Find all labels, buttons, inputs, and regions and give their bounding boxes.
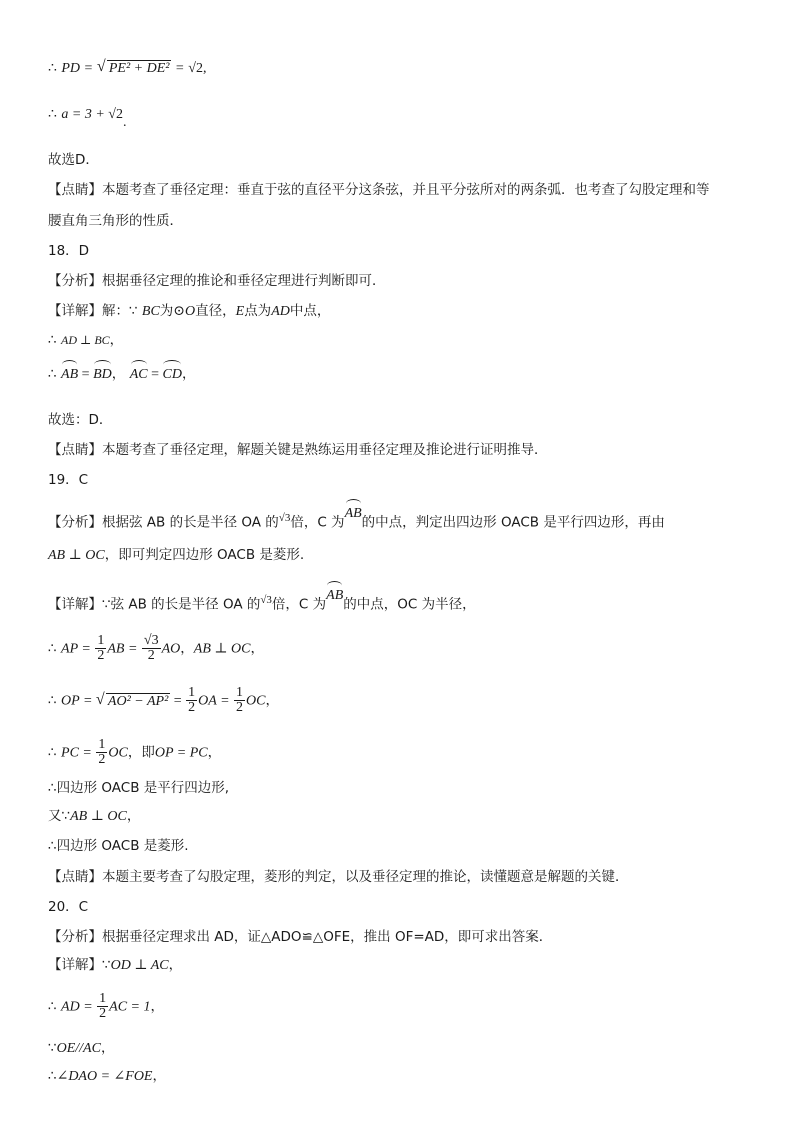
- line-analysis-18: 【分析】根据垂径定理的推论和垂径定理进行判断即可．: [48, 273, 386, 289]
- therefore-symbol: ∴: [48, 744, 57, 761]
- text-segment: ，即: [127, 744, 155, 761]
- fraction: [96, 738, 107, 767]
- math-text: OP =: [61, 693, 96, 709]
- math-text: OP = PC: [154, 745, 208, 761]
- math-text: ,: [202, 61, 207, 76]
- math-text: ∠DAO = ∠FOE: [56, 1069, 153, 1084]
- math-text: AO² − AP²: [107, 693, 169, 709]
- text-segment: 【详解】∵: [48, 957, 111, 973]
- fraction-denominator: 2: [97, 648, 105, 663]
- math-text: =: [170, 693, 186, 709]
- math-text: AB =: [107, 641, 141, 657]
- line-parallelogram: ∴四边形 OACB 是平行四边形,: [48, 780, 230, 796]
- text-segment: 的中点，OC 为半径，: [343, 596, 476, 613]
- math-text: OC: [108, 745, 128, 761]
- fraction-denominator: 2: [147, 648, 155, 663]
- line-arc-equalities: [48, 360, 195, 385]
- math-text: a = 3 +: [61, 107, 109, 122]
- fraction: [142, 634, 161, 663]
- text-segment: ，: [150, 998, 164, 1015]
- math-text: √3: [260, 594, 272, 606]
- fraction-denominator: 2: [236, 700, 244, 715]
- question-18-header: 18．D: [48, 243, 90, 259]
- line-ad-perp-bc: [48, 330, 123, 350]
- line-comment-18: 【点睛】本题考查了垂径定理，解题关键是熟练运用垂径定理及推论进行证明推导．: [48, 442, 548, 458]
- arc-label: CD: [162, 360, 181, 385]
- math-text: .: [122, 115, 127, 130]
- text-segment: ，: [180, 640, 194, 657]
- because-symbol: ∵: [48, 1040, 57, 1056]
- text-segment: 直径，: [195, 303, 236, 319]
- text-segment: ，: [181, 366, 196, 382]
- therefore-symbol: ∴: [48, 640, 57, 657]
- line-od-perp-ac: [48, 955, 182, 976]
- arc-label: AB: [345, 499, 362, 524]
- fraction-numerator: 1: [99, 991, 107, 1006]
- line-oe-parallel-ac: [48, 1038, 114, 1059]
- math-text: √3: [278, 512, 291, 524]
- text-segment: ，即可判定四边形 OACB 是菱形.: [104, 547, 305, 563]
- text-segment: 【详解】∵弦 AB 的长是半径 OA 的: [48, 596, 261, 613]
- line-op-equation: [48, 686, 279, 715]
- line-answer-d: 故选D．: [48, 152, 99, 168]
- math-text: =: [78, 367, 94, 382]
- fraction-denominator: 2: [98, 752, 106, 767]
- math-text: OA =: [198, 693, 234, 709]
- text-segment: 点为: [244, 303, 272, 319]
- math-text: AC = 1: [109, 999, 151, 1015]
- text-segment: 倍，C 为: [290, 514, 345, 531]
- text-segment: ，: [109, 332, 124, 348]
- text-segment: ，: [100, 1040, 115, 1056]
- text-segment: ，: [111, 366, 126, 382]
- math-text: =: [175, 61, 184, 76]
- line-comment-17a: 【点睛】本题考查了垂径定理：垂直于弦的直径平分这条弦，并且平分弦所对的两条弧．也考查了勾股定理和等: [48, 182, 710, 198]
- sqrt-expression: [98, 59, 172, 79]
- math-text: PE² + DE²: [108, 61, 170, 76]
- fraction: [234, 686, 245, 715]
- math-text: AB ⊥ OC: [193, 641, 251, 657]
- line-ab-perp-oc: [48, 545, 304, 566]
- question-19-header: 19．C: [48, 472, 89, 488]
- arc-label: AB: [326, 581, 343, 606]
- line-comment-17b: 腰直角三角形的性质．: [48, 213, 183, 229]
- therefore-symbol: ∴: [48, 692, 57, 709]
- fraction-denominator: 2: [188, 700, 196, 715]
- line-analysis-19: [48, 505, 665, 534]
- math-text: AB ⊥ OC: [70, 809, 127, 824]
- line-angle-equality: [48, 1066, 166, 1087]
- math-text: √2: [108, 107, 123, 122]
- fraction-denominator: 2: [99, 1006, 107, 1021]
- line-a-equation: [48, 104, 127, 130]
- line-also-perp: [48, 806, 140, 827]
- therefore-symbol: ∴: [48, 366, 57, 382]
- fraction-numerator: √3: [143, 633, 159, 648]
- line-detail-19: [48, 587, 476, 616]
- line-pd-equation: [48, 58, 206, 79]
- math-text: AB ⊥ OC: [48, 548, 105, 563]
- line-comment-19: 【点睛】本题主要考查了勾股定理，菱形的判定，以及垂径定理的推论，读懂题意是解题的关键．: [48, 869, 629, 885]
- math-text: OC: [246, 693, 266, 709]
- math-text: BC: [141, 304, 160, 319]
- arc-label: BD: [93, 360, 112, 385]
- text-segment: 倍，C 为: [271, 596, 327, 613]
- therefore-symbol: ∴: [48, 332, 57, 348]
- sqrt-expression: [97, 692, 170, 712]
- text-segment: ，: [152, 1068, 166, 1084]
- therefore-symbol: ∴: [48, 106, 57, 122]
- math-text: AD ⊥ BC: [61, 333, 110, 347]
- math-text: =: [84, 61, 93, 76]
- line-ad-equation: [48, 992, 164, 1021]
- math-text: =: [147, 367, 163, 382]
- math-text: OD ⊥ AC: [110, 958, 169, 973]
- therefore-symbol: ∴: [48, 1068, 57, 1084]
- text-segment: 【详解】解：∵: [48, 303, 138, 319]
- math-text: AD: [271, 304, 290, 319]
- fraction-numerator: 1: [236, 685, 244, 700]
- math-text: √2: [188, 61, 203, 76]
- math-text: AP =: [61, 641, 95, 657]
- therefore-symbol: ∴: [48, 998, 57, 1015]
- fraction-numerator: 1: [97, 633, 105, 648]
- math-text: E: [235, 304, 245, 319]
- math-text: AO: [161, 641, 181, 657]
- math-text: ⊙O: [173, 304, 196, 319]
- text-segment: ，: [250, 640, 264, 657]
- line-detail-18: [48, 301, 330, 322]
- text-segment: 【分析】根据弦 AB 的长是半径 OA 的: [48, 514, 279, 531]
- fraction-numerator: 1: [98, 737, 106, 752]
- fraction: [97, 992, 108, 1021]
- fraction-numerator: 1: [188, 685, 196, 700]
- line-ap-equation: [48, 634, 264, 663]
- therefore-symbol: ∴: [48, 60, 57, 76]
- math-text: AD =: [61, 999, 97, 1015]
- question-20-header: 20．C: [48, 899, 89, 915]
- line-choice-d: 故选：D．: [48, 412, 113, 428]
- line-analysis-20: 【分析】根据垂径定理求出 AD，证△ADO≌△OFE，推出 OF=AD，即可求出答案．: [48, 929, 553, 945]
- math-text: OE//AC: [56, 1041, 101, 1056]
- fraction: [95, 634, 106, 663]
- line-rhombus: ∴四边形 OACB 是菱形.: [48, 838, 189, 854]
- arc-label: AB: [61, 360, 78, 385]
- math-text: PC =: [61, 745, 96, 761]
- text-segment: 中点，: [289, 303, 331, 319]
- math-text: PD: [61, 61, 81, 76]
- text-segment: 的中点，判定出四边形 OACB 是平行四边形，再由: [361, 514, 665, 531]
- text-segment: ，: [207, 744, 222, 761]
- line-pc-equation: [48, 738, 221, 767]
- arc-label: AC: [130, 360, 148, 385]
- fraction: [186, 686, 197, 715]
- text-segment: ，: [265, 692, 279, 709]
- text-segment: ，: [168, 957, 183, 973]
- text-segment: 为: [159, 303, 174, 319]
- because-symbol: 又∵: [48, 808, 71, 824]
- text-segment: ，: [126, 808, 141, 824]
